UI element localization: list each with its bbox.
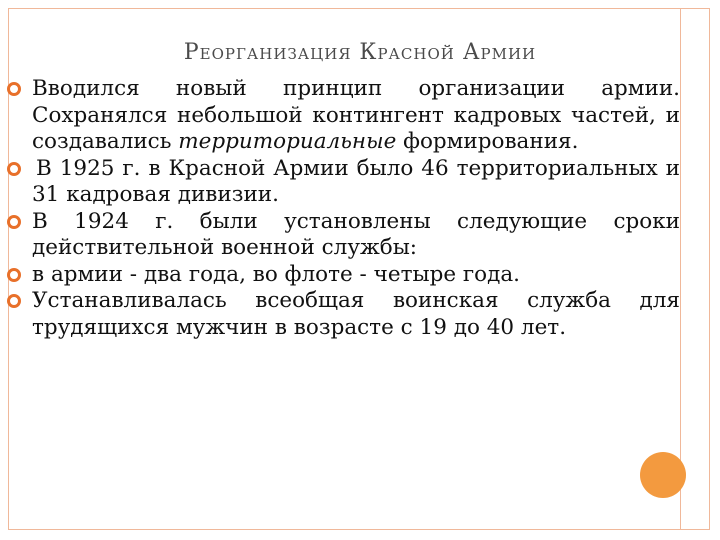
bullet-icon: [6, 81, 22, 97]
bullet-icon: [6, 161, 22, 177]
bullet-icon: [6, 214, 22, 230]
list-item-4: [32, 262, 680, 289]
frame-right-line: [680, 8, 681, 530]
bullet-icon: [6, 267, 22, 283]
list-item-3: [32, 209, 680, 262]
item-1-text-b: формирования.: [396, 129, 579, 154]
slide-title: Реорганизация Красной Армии: [183, 40, 537, 65]
item-4-text: в армии - два года, во флоте - четыре года.: [32, 261, 520, 287]
list-item-5: [32, 288, 680, 341]
item-3-text: В 1924 г. были установлены следующие сроки действительной военной службы:: [32, 208, 680, 260]
item-1-text-italic: территориальные: [178, 129, 397, 154]
item-5-text: Устанавливалась всеобщая воинская служба для трудящихся мужчин в возрасте с 19 до 40 лет.: [32, 288, 680, 340]
item-1-text-a: Вводился новый принцип организации армии. Сохранялся небольшой контингент кадровых частей, и создавались: [32, 76, 680, 154]
bullet-list: [32, 76, 680, 341]
item-2-text: В 1925 г. в Красной Армии было 46 территориальных и 31 кадровая дивизии.: [32, 155, 680, 207]
bullet-icon: [6, 293, 22, 309]
orange-circle-icon: [640, 452, 686, 498]
list-item-1: [32, 76, 680, 156]
list-item-2: [6, 156, 680, 209]
